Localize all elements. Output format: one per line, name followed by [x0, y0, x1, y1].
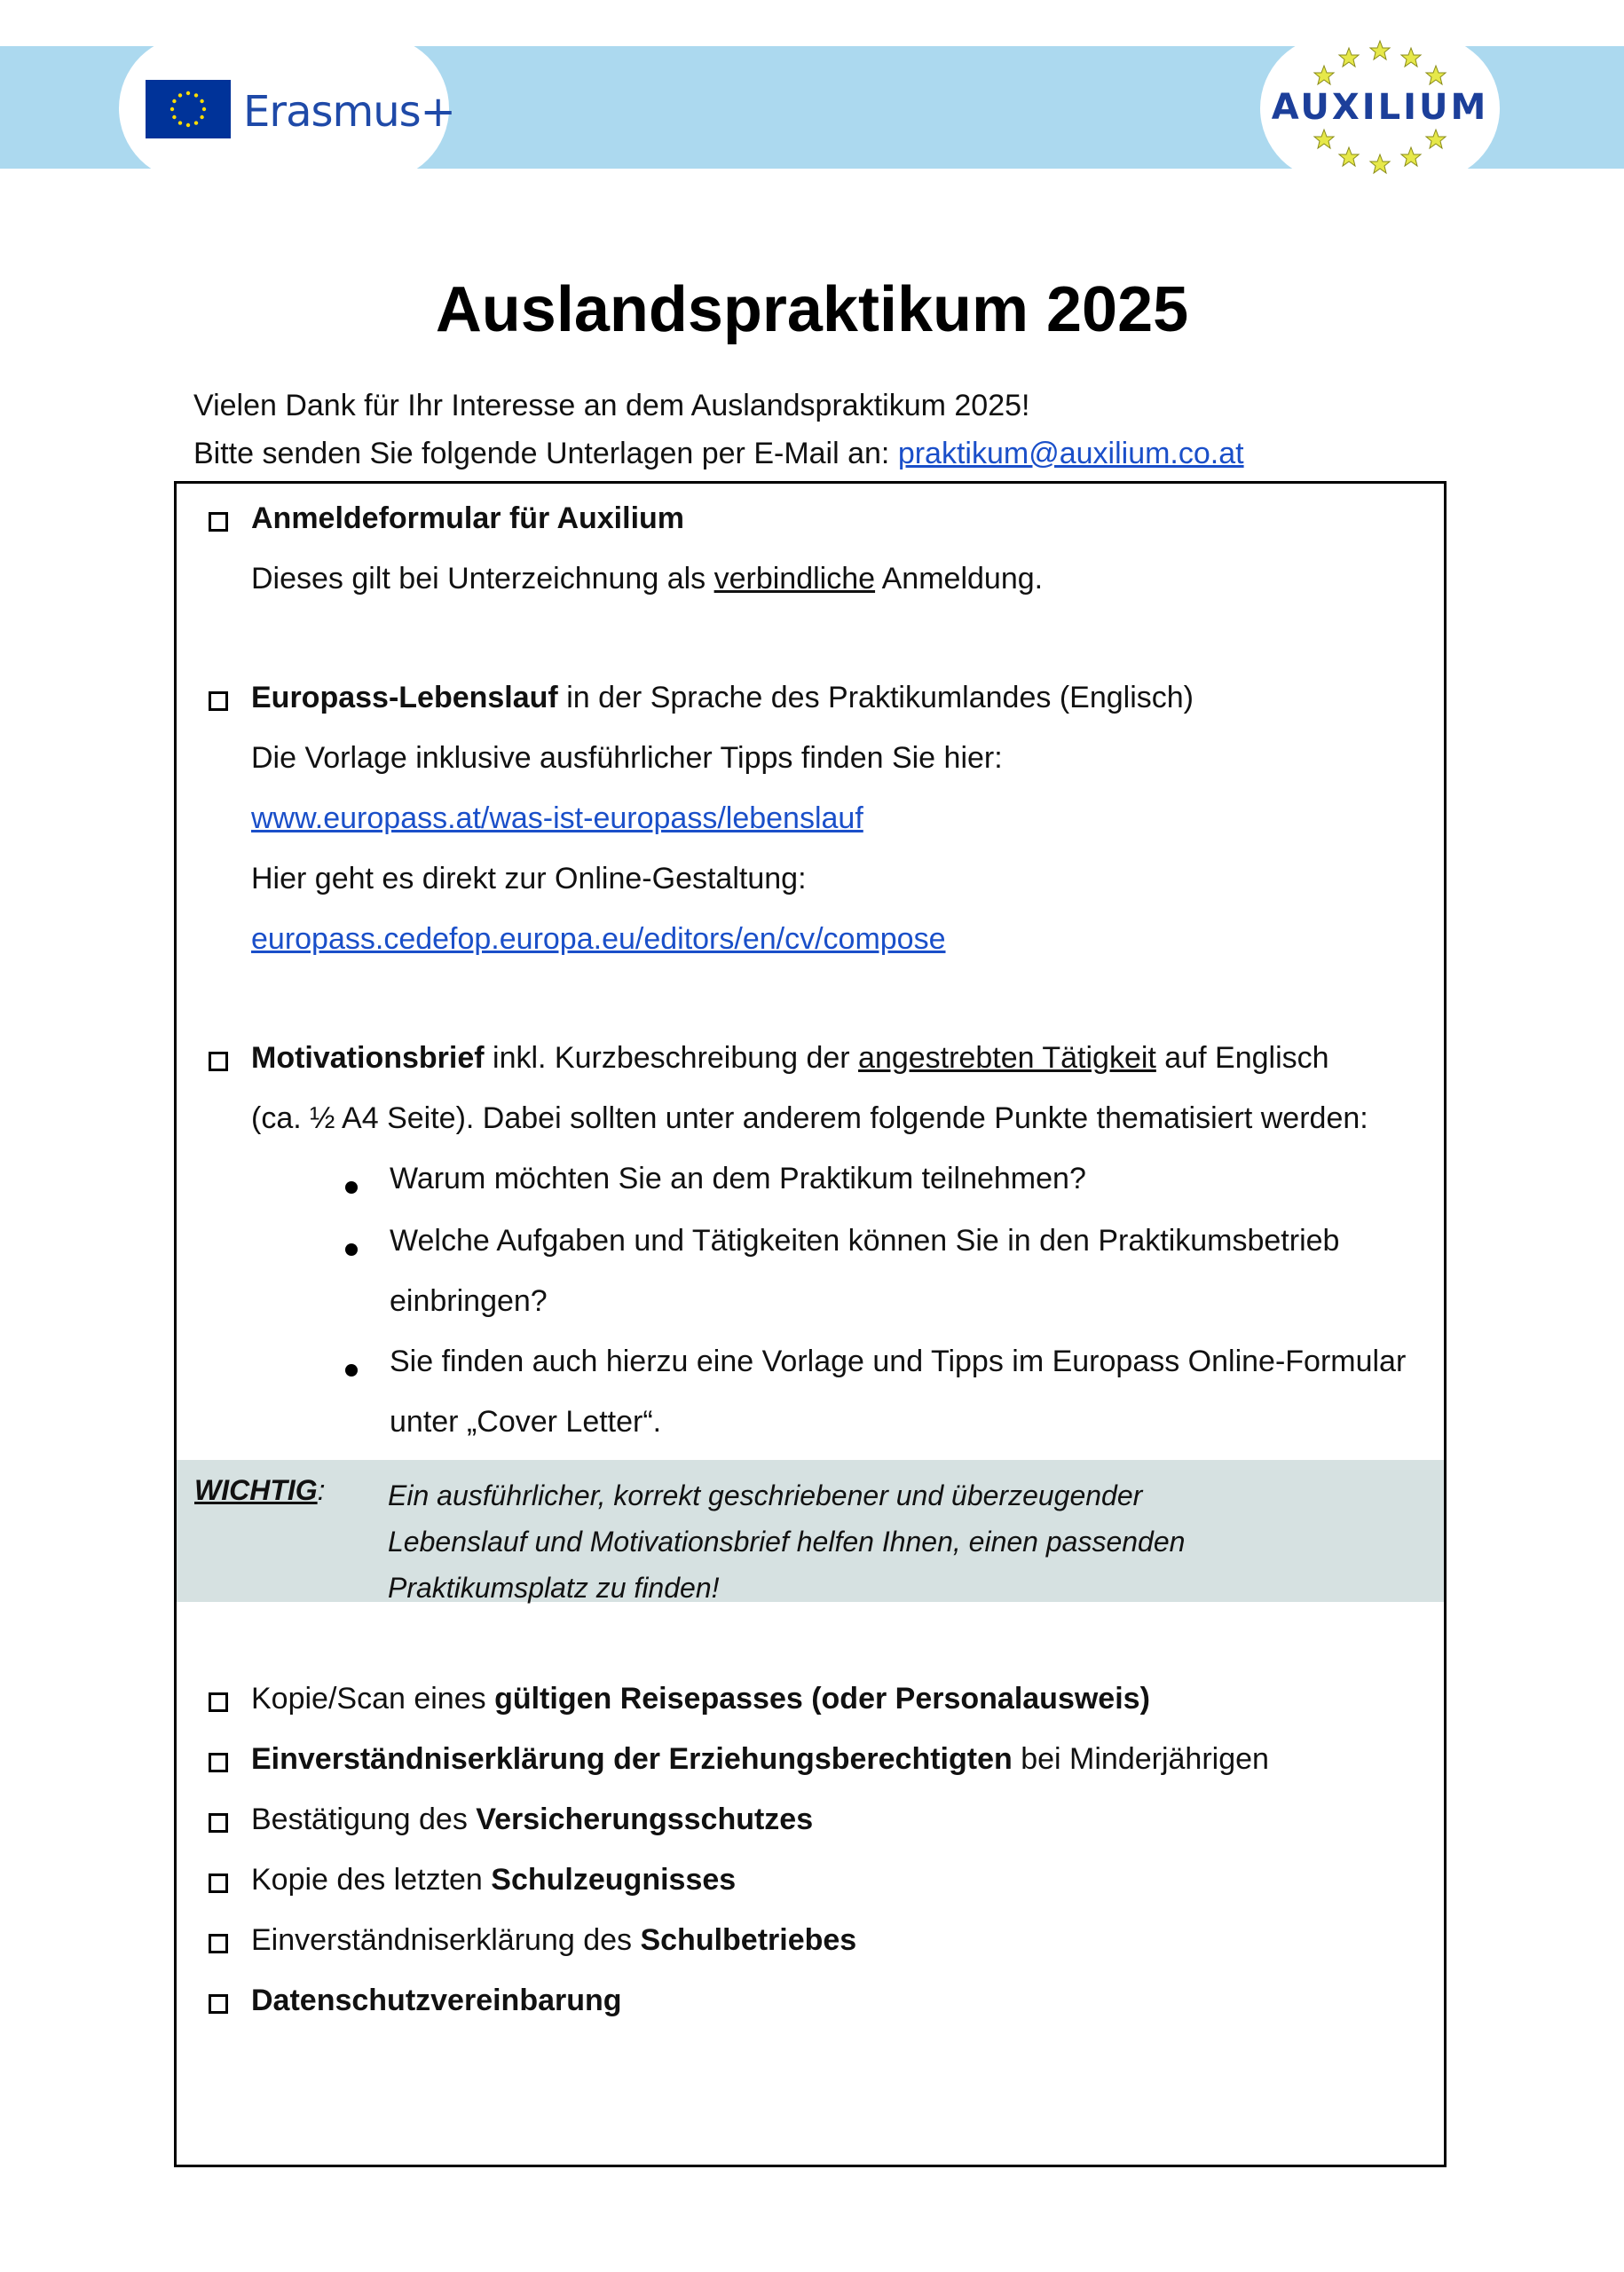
checklist-box	[174, 481, 1447, 2167]
schulbetrieb-pre: Einverständniserklärung des	[251, 1923, 641, 1957]
lebenslauf-line-2: Die Vorlage inklusive ausführlicher Tipps finden Sie hier:	[251, 741, 1003, 775]
checkbox-schulzeugnis[interactable]	[209, 1874, 228, 1893]
item-anmeldeformular-desc	[251, 562, 1043, 596]
motivationsbrief-line-2: (ca. ½ A4 Seite). Dabei sollten unter anderem folgende Punkte thematisiert werden:	[251, 1101, 1368, 1135]
einverstaendnis-erziehung-bold: Einverständniserklärung der Erziehungsberechtigten	[251, 1742, 1013, 1776]
wichtig-line-3: Praktikumsplatz zu finden!	[388, 1572, 720, 1604]
wichtig-text	[388, 1472, 1185, 1611]
datenschutz-bold: Datenschutzvereinbarung	[251, 1984, 622, 2017]
wichtig-label	[194, 1474, 326, 1507]
anmeldeformular-desc-post: Anmeldung.	[875, 562, 1044, 596]
versicherung-bold: Versicherungsschutzes	[476, 1803, 814, 1836]
lebenslauf-title-rest: in der Sprache des Praktikumlandes (Englisch)	[557, 681, 1194, 714]
intro	[193, 382, 1244, 477]
bullet-icon	[345, 1364, 358, 1377]
bullet-3-line-2: unter „Cover Letter“.	[390, 1405, 662, 1439]
page-title: Auslandspraktikum 2025	[435, 274, 1189, 345]
checkbox-motivationsbrief[interactable]	[209, 1052, 228, 1071]
wichtig-line-1: Ein ausführlicher, korrekt geschriebener und überzeugender	[388, 1479, 1143, 1511]
erasmus-logo-text: Erasmus+	[243, 87, 455, 137]
checkbox-schulbetrieb[interactable]	[209, 1934, 228, 1953]
europass-lebenslauf-link[interactable]: www.europass.at/was-ist-europass/lebenslauf	[251, 801, 863, 835]
lebenslauf-link-row	[251, 801, 863, 836]
item-reisepass	[251, 1682, 1150, 1716]
motivationsbrief-title-post: auf Englisch	[1155, 1041, 1329, 1075]
intro-line-2-text: Bitte senden Sie folgende Unterlagen per E-Mail an:	[193, 437, 898, 470]
checkbox-reisepass[interactable]	[209, 1692, 228, 1712]
checkbox-datenschutz[interactable]	[209, 1994, 228, 2014]
erasmus-logo	[119, 36, 455, 181]
bullet-3-line-1: Sie finden auch hierzu eine Vorlage und Tipps im Europass Online-Formular	[390, 1345, 1407, 1378]
motivationsbrief-title-underlined: angestrebten Tätigkeit	[858, 1041, 1156, 1075]
europass-compose-link[interactable]: europass.cedefop.europa.eu/editors/en/cv/compose	[251, 922, 946, 956]
item-anmeldeformular-title	[251, 501, 684, 536]
lebenslauf-line-4: Hier geht es direkt zur Online-Gestaltung:	[251, 862, 807, 895]
item-schulbetrieb	[251, 1923, 856, 1958]
checkbox-einverstaendnis-erziehung[interactable]	[209, 1753, 228, 1772]
wichtig-colon: :	[317, 1474, 326, 1506]
bullet-1-text: Warum möchten Sie an dem Praktikum teilnehmen?	[390, 1162, 1086, 1195]
auxilium-logo-text: AUXILIUM	[1271, 87, 1489, 128]
motivationsbrief-title: Motivationsbrief	[251, 1041, 485, 1075]
intro-line-1: Vielen Dank für Ihr Interesse an dem Auslandspraktikum 2025!	[193, 389, 1030, 422]
wichtig-line-2: Lebenslauf und Motivationsbrief helfen Ihnen, einen passenden	[388, 1526, 1186, 1558]
email-link[interactable]: praktikum@auxilium.co.at	[897, 437, 1244, 470]
bullet-2-line-1: Welche Aufgaben und Tätigkeiten können Sie in den Praktikumsbetrieb	[390, 1224, 1340, 1258]
schulzeugnis-pre: Kopie des letzten	[251, 1863, 492, 1897]
item-einverstaendnis-erziehung	[251, 1742, 1269, 1777]
anmeldeformular-desc-pre: Dieses gilt bei Unterzeichnung als	[251, 562, 714, 596]
bullet-2-line-2: einbringen?	[390, 1284, 548, 1318]
reisepass-pre: Kopie/Scan eines	[251, 1682, 495, 1716]
auxilium-logo	[1260, 36, 1500, 181]
anmeldeformular-desc-underlined: verbindliche	[713, 562, 876, 596]
item-datenschutz	[251, 1984, 622, 2018]
checkbox-versicherung[interactable]	[209, 1813, 228, 1833]
eu-flag-icon	[146, 80, 231, 138]
item-versicherung	[251, 1803, 813, 1837]
motivationsbrief-title-pre: inkl. Kurzbeschreibung der	[484, 1041, 859, 1075]
item-motivationsbrief-title	[251, 1041, 1329, 1076]
bullet-icon	[345, 1181, 358, 1194]
anmeldeformular-title: Anmeldeformular für Auxilium	[251, 501, 685, 535]
schulzeugnis-bold: Schulzeugnisses	[491, 1863, 737, 1897]
item-schulzeugnis	[251, 1863, 736, 1897]
wichtig-note	[177, 1460, 1444, 1602]
lebenslauf-compose-link-row	[251, 922, 946, 957]
bullet-icon	[345, 1243, 358, 1256]
einverstaendnis-erziehung-rest: bei Minderjährigen	[1012, 1742, 1269, 1776]
schulbetrieb-bold: Schulbetriebes	[640, 1923, 857, 1957]
intro-line-2	[193, 430, 1244, 477]
wichtig-label-text: WICHTIG	[194, 1474, 318, 1506]
item-lebenslauf-title	[251, 681, 1194, 715]
reisepass-bold: gültigen Reisepasses (oder Personalausweis)	[494, 1682, 1150, 1716]
checkbox-anmeldeformular[interactable]	[209, 512, 228, 532]
checkbox-lebenslauf[interactable]	[209, 691, 228, 711]
versicherung-pre: Bestätigung des	[251, 1803, 477, 1836]
lebenslauf-title: Europass-Lebenslauf	[251, 681, 558, 714]
